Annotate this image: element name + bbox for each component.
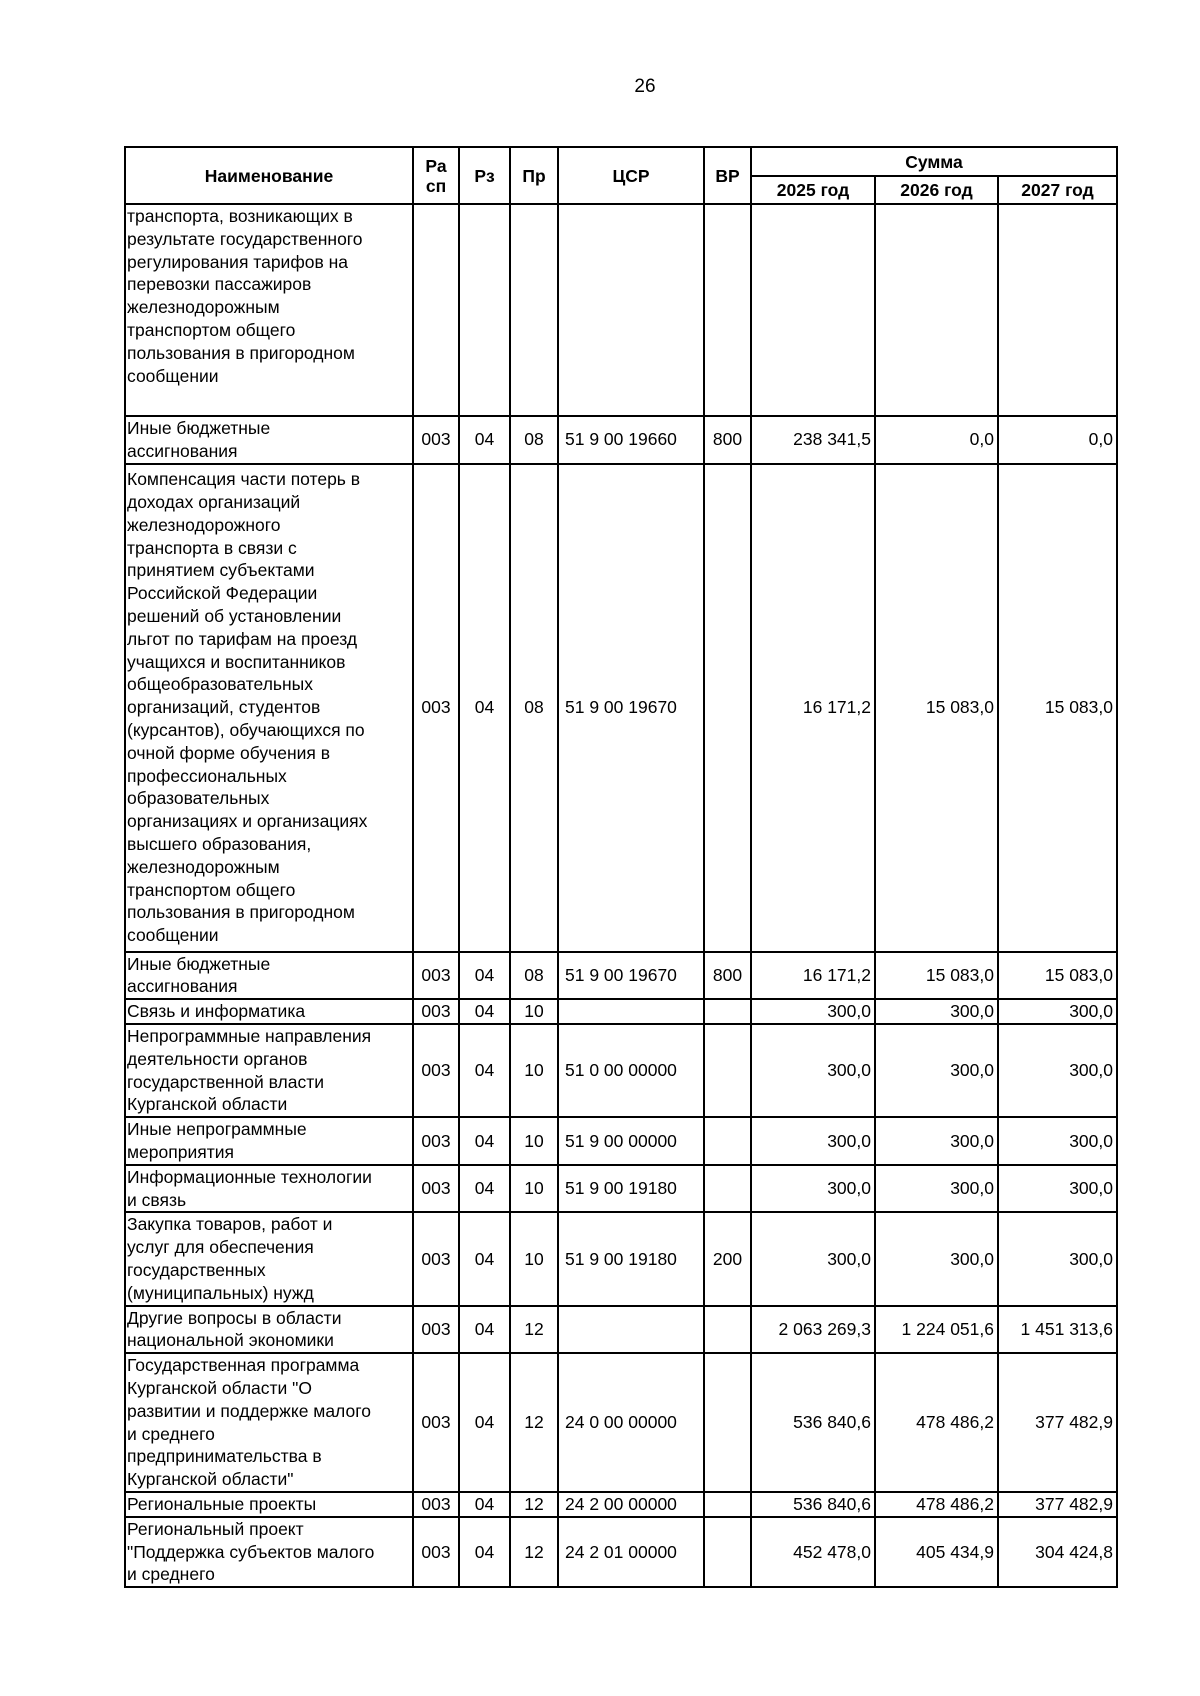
cell-2025: 2 063 269,3	[751, 1306, 875, 1354]
cell-name-line: общеобразовательных	[127, 674, 314, 695]
table-row	[125, 1517, 1117, 1587]
cell-2026: 1 224 051,6	[875, 1306, 998, 1354]
cell-2027	[998, 204, 1117, 416]
cell-2027: 15 083,0	[998, 952, 1117, 1000]
cell-name	[125, 464, 413, 952]
cell-name-line: и среднего	[127, 1564, 215, 1585]
cell-pr: 10	[510, 1165, 558, 1213]
cell-name-line: (муниципальных) нужд	[127, 1282, 314, 1303]
cell-vr	[704, 1517, 751, 1587]
cell-name-line: Курганской области "О	[127, 1377, 312, 1398]
cell-name-line: Региональные проекты	[127, 1493, 317, 1514]
cell-2026	[875, 204, 998, 416]
cell-2026: 300,0	[875, 1024, 998, 1117]
cell-2027: 377 482,9	[998, 1353, 1117, 1492]
cell-vr: 800	[704, 416, 751, 464]
cell-csr	[558, 1306, 704, 1354]
cell-name-line: Другие вопросы в области	[127, 1307, 342, 1328]
cell-name-line: государственных	[127, 1259, 266, 1280]
cell-name-line: доходах организаций	[127, 492, 301, 513]
cell-name-line: льгот по тарифам на проезд	[127, 628, 358, 649]
cell-pr: 12	[510, 1353, 558, 1492]
cell-name	[125, 1492, 413, 1517]
cell-name	[125, 1024, 413, 1117]
cell-2026: 300,0	[875, 1117, 998, 1165]
cell-2026: 15 083,0	[875, 952, 998, 1000]
cell-name-line: профессиональных	[127, 765, 287, 786]
cell-name-line: регулирования тарифов на	[127, 251, 349, 272]
cell-vr	[704, 1117, 751, 1165]
cell-rz: 04	[459, 999, 510, 1024]
cell-2025: 452 478,0	[751, 1517, 875, 1587]
cell-pr: 10	[510, 1117, 558, 1165]
cell-csr: 51 9 00 19180	[558, 1165, 704, 1213]
cell-2027: 377 482,9	[998, 1492, 1117, 1517]
cell-name-line: очной форме обучения в	[127, 742, 331, 763]
cell-csr: 51 9 00 19660	[558, 416, 704, 464]
cell-2027: 15 083,0	[998, 464, 1117, 952]
cell-name-line: Государственная программа	[127, 1355, 360, 1376]
cell-name-line: предпринимательства в	[127, 1446, 322, 1467]
cell-name	[125, 999, 413, 1024]
cell-2025: 536 840,6	[751, 1353, 875, 1492]
cell-rasp: 003	[413, 416, 459, 464]
cell-rz: 04	[459, 1165, 510, 1213]
cell-2027: 300,0	[998, 1024, 1117, 1117]
header-name: Наименование	[125, 147, 413, 204]
cell-name-line: сообщении	[127, 365, 219, 386]
cell-name-line: результате государственного	[127, 228, 363, 249]
cell-2025: 16 171,2	[751, 464, 875, 952]
cell-rz: 04	[459, 1492, 510, 1517]
cell-2026: 300,0	[875, 999, 998, 1024]
cell-name	[125, 1517, 413, 1587]
header-rasp-line1: Ра	[425, 155, 447, 176]
cell-name	[125, 416, 413, 464]
table-row	[125, 464, 1117, 952]
table-row	[125, 1212, 1117, 1305]
cell-name	[125, 204, 413, 416]
cell-2026: 405 434,9	[875, 1517, 998, 1587]
cell-name-line: ассигнования	[127, 976, 238, 997]
cell-vr: 200	[704, 1212, 751, 1305]
cell-name-line: "Поддержка субъектов малого	[127, 1541, 375, 1562]
cell-vr	[704, 1024, 751, 1117]
header-year-2026: 2026 год	[875, 176, 998, 204]
cell-name-line: железнодорожным	[127, 856, 280, 877]
table-header	[125, 147, 1117, 204]
cell-name	[125, 1117, 413, 1165]
cell-name-line: Связь и информатика	[127, 1001, 306, 1022]
cell-csr: 24 0 00 00000	[558, 1353, 704, 1492]
cell-vr	[704, 1306, 751, 1354]
cell-name-line: мероприятия	[127, 1141, 234, 1162]
cell-rz: 04	[459, 1353, 510, 1492]
cell-rz: 04	[459, 416, 510, 464]
cell-2027: 300,0	[998, 1212, 1117, 1305]
cell-name-line: Иные непрограммные	[127, 1119, 307, 1140]
cell-pr: 08	[510, 464, 558, 952]
cell-2026: 478 486,2	[875, 1492, 998, 1517]
cell-name-line: (курсантов), обучающихся по	[127, 719, 365, 740]
cell-2025: 536 840,6	[751, 1492, 875, 1517]
cell-name-line: Компенсация части потерь в	[127, 469, 361, 490]
header-vr: ВР	[704, 147, 751, 204]
cell-name-line: Закупка товаров, работ и	[127, 1214, 333, 1235]
table-row	[125, 1306, 1117, 1354]
cell-name-line: Информационные технологии	[127, 1166, 372, 1187]
cell-pr: 10	[510, 1024, 558, 1117]
header-pr: Пр	[510, 147, 558, 204]
cell-name-line: Непрограммные направления	[127, 1025, 372, 1046]
table-row	[125, 1024, 1117, 1117]
cell-name-line: и связь	[127, 1189, 187, 1210]
table-row	[125, 1117, 1117, 1165]
cell-name-line: Российской Федерации	[127, 583, 318, 604]
cell-name-line: организациях и организациях	[127, 811, 368, 832]
cell-rasp: 003	[413, 1024, 459, 1117]
cell-rz: 04	[459, 1212, 510, 1305]
header-year-2027: 2027 год	[998, 176, 1117, 204]
cell-2025: 300,0	[751, 999, 875, 1024]
cell-name-line: решений об установлении	[127, 606, 342, 626]
cell-2027: 300,0	[998, 1165, 1117, 1213]
cell-csr: 51 9 00 19180	[558, 1212, 704, 1305]
header-rasp-line2: сп	[425, 175, 447, 196]
cell-2027: 304 424,8	[998, 1517, 1117, 1587]
cell-2025: 16 171,2	[751, 952, 875, 1000]
cell-rz: 04	[459, 952, 510, 1000]
cell-vr	[704, 464, 751, 952]
cell-csr: 51 0 00 00000	[558, 1024, 704, 1117]
cell-pr: 12	[510, 1492, 558, 1517]
cell-2025: 300,0	[751, 1165, 875, 1213]
cell-2025: 300,0	[751, 1024, 875, 1117]
cell-name-line: ассигнования	[127, 440, 238, 461]
cell-2027: 300,0	[998, 999, 1117, 1024]
cell-name-line: принятием субъектами	[127, 560, 315, 581]
cell-vr	[704, 1165, 751, 1213]
cell-csr: 51 9 00 19670	[558, 952, 704, 1000]
cell-name-line: перевозки пассажиров	[127, 274, 312, 295]
cell-2026: 300,0	[875, 1165, 998, 1213]
table-row	[125, 204, 1117, 416]
cell-pr: 08	[510, 952, 558, 1000]
header-rz: Рз	[459, 147, 510, 204]
cell-2026: 0,0	[875, 416, 998, 464]
cell-name-line: пользования в пригородном	[127, 902, 355, 923]
cell-name-line: деятельности органов	[127, 1048, 308, 1069]
cell-csr	[558, 204, 704, 416]
table-row	[125, 952, 1117, 1000]
cell-rz: 04	[459, 1117, 510, 1165]
cell-name	[125, 1165, 413, 1213]
cell-pr: 08	[510, 416, 558, 464]
cell-pr: 10	[510, 1212, 558, 1305]
cell-vr	[704, 999, 751, 1024]
cell-name-line: транспорта в связи с	[127, 537, 297, 558]
cell-name-line: услуг для обеспечения	[127, 1237, 314, 1258]
header-rasp	[413, 147, 459, 204]
table-body	[125, 204, 1117, 1587]
cell-name-line: государственной власти	[127, 1071, 325, 1092]
cell-rasp: 003	[413, 1306, 459, 1354]
cell-pr: 10	[510, 999, 558, 1024]
cell-vr	[704, 1353, 751, 1492]
cell-name-line: железнодорожным	[127, 297, 280, 318]
cell-rasp: 003	[413, 999, 459, 1024]
cell-name-line: железнодорожного	[127, 514, 281, 535]
cell-rasp	[413, 204, 459, 416]
cell-rasp: 003	[413, 952, 459, 1000]
cell-vr	[704, 1492, 751, 1517]
cell-2025: 238 341,5	[751, 416, 875, 464]
cell-name-line: Курганской области"	[127, 1469, 294, 1490]
cell-name	[125, 1212, 413, 1305]
cell-pr: 12	[510, 1517, 558, 1587]
cell-name-line: образовательных	[127, 788, 270, 809]
cell-2025: 300,0	[751, 1117, 875, 1165]
cell-name-line: пользования в пригородном	[127, 342, 355, 363]
cell-csr: 51 9 00 19670	[558, 464, 704, 952]
table-row	[125, 1353, 1117, 1492]
cell-name	[125, 1353, 413, 1492]
header-year-2025: 2025 год	[751, 176, 875, 204]
cell-rasp: 003	[413, 1165, 459, 1213]
cell-name-line: транспортом общего	[127, 319, 296, 340]
cell-name-line: Иные бюджетные	[127, 418, 271, 438]
cell-2026: 478 486,2	[875, 1353, 998, 1492]
header-sum: Сумма	[751, 147, 1117, 176]
cell-rasp: 003	[413, 1517, 459, 1587]
cell-name	[125, 952, 413, 1000]
table-row	[125, 999, 1117, 1024]
cell-rasp: 003	[413, 1212, 459, 1305]
table-row	[125, 416, 1117, 464]
table-row	[125, 1492, 1117, 1517]
cell-vr: 800	[704, 952, 751, 1000]
cell-rz: 04	[459, 464, 510, 952]
cell-vr	[704, 204, 751, 416]
cell-rasp: 003	[413, 1117, 459, 1165]
cell-name-line: высшего образования,	[127, 833, 312, 854]
cell-2025	[751, 204, 875, 416]
cell-name-line: организаций, студентов	[127, 697, 321, 718]
cell-csr: 24 2 01 00000	[558, 1517, 704, 1587]
cell-name-line: Иные бюджетные	[127, 953, 271, 974]
cell-2025: 300,0	[751, 1212, 875, 1305]
cell-name-line: и среднего	[127, 1423, 215, 1444]
cell-rz: 04	[459, 1517, 510, 1587]
cell-2026: 15 083,0	[875, 464, 998, 952]
cell-2027: 0,0	[998, 416, 1117, 464]
cell-name-line: транспортом общего	[127, 879, 296, 900]
cell-name-line: Курганской области	[127, 1094, 288, 1115]
cell-2027: 300,0	[998, 1117, 1117, 1165]
cell-pr	[510, 204, 558, 416]
table-row	[125, 1165, 1117, 1213]
cell-rasp: 003	[413, 464, 459, 952]
budget-table	[124, 146, 1118, 1588]
cell-name-line: национальной экономики	[127, 1330, 334, 1351]
cell-csr	[558, 999, 704, 1024]
cell-rz: 04	[459, 1306, 510, 1354]
cell-csr: 51 9 00 00000	[558, 1117, 704, 1165]
header-csr: ЦСР	[558, 147, 704, 204]
cell-rz: 04	[459, 1024, 510, 1117]
cell-name-line: развитии и поддержке малого	[127, 1400, 371, 1421]
cell-name-line: транспорта, возникающих в	[127, 206, 353, 226]
cell-rz	[459, 204, 510, 416]
cell-pr: 12	[510, 1306, 558, 1354]
cell-csr: 24 2 00 00000	[558, 1492, 704, 1517]
cell-rasp: 003	[413, 1353, 459, 1492]
page-number: 26	[634, 76, 656, 97]
cell-name	[125, 1306, 413, 1354]
cell-2027: 1 451 313,6	[998, 1306, 1117, 1354]
cell-2026: 300,0	[875, 1212, 998, 1305]
cell-rasp: 003	[413, 1492, 459, 1517]
cell-name-line: Региональный проект	[127, 1518, 304, 1539]
cell-name-line: учащихся и воспитанников	[127, 651, 346, 672]
cell-name-line: сообщении	[127, 925, 219, 946]
